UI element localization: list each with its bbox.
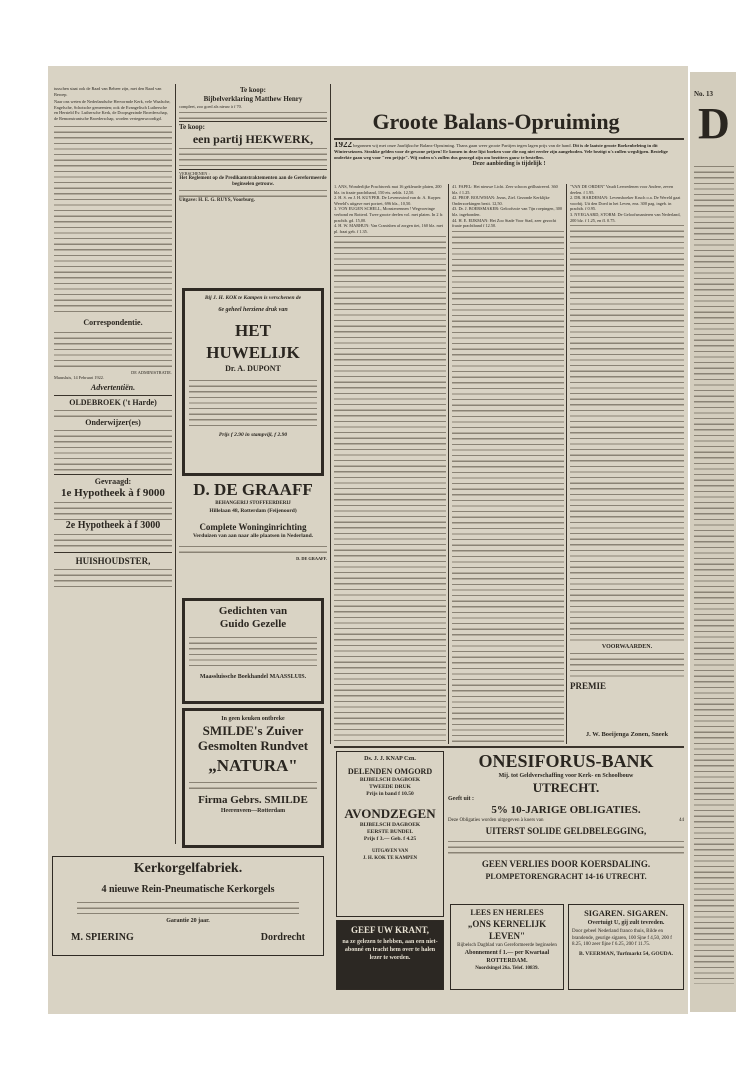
book-item: 42. PROF. BOUWMAN: Jezus, Ziel. Gezonde Kerklijke Onderzoekingen bezit. 12,50. — [452, 195, 550, 206]
henry-sub: compleet, zoo goed als nieuw à f 70. — [179, 104, 242, 109]
behangerij-line: BEHANGERIJ STOFFEERDERIJ — [215, 501, 291, 506]
obligaties-title: 5% 10-JARIGE OBLIGATIES. — [491, 804, 641, 816]
gesmolten-title: Gesmolten Rundvet — [197, 738, 309, 753]
kerkorgel-guarantee: Garantie 20 jaar. — [166, 918, 210, 924]
reglement-body — [179, 188, 327, 198]
sigaren-ad — [568, 904, 684, 990]
krant-title: GEEF UW KRANT, — [350, 925, 430, 935]
herleefd-abonnement: Abonnement f 1.— per Kwartaal — [464, 950, 550, 956]
natura-title: „NATURA" — [208, 756, 298, 775]
avondzegen-title: AVONDZEGEN — [344, 806, 436, 821]
complete-title: Complete Woninginrichting — [199, 522, 307, 532]
newspaper-page — [48, 66, 688, 1014]
heerenveen-line: Heerenveen—Rotterdam — [220, 808, 286, 814]
delenden-title: DELENDEN OMGORD — [347, 767, 433, 776]
body-text — [54, 124, 172, 314]
book-item: 44. H. E. EIJKMAN: Het Zoo Stade Voor Stad, zeer gezocht fraaie prachtband f 12.50. — [452, 217, 557, 229]
reglement-title: Het Reglement op de Predikantstraktementen aan de Gereformeerde — [179, 176, 327, 182]
sigaren-sign: B. VEERMAN, Turfmarkt 54, GOUDA. — [578, 950, 673, 957]
gezelle-line-2: Guido Gezelle — [219, 618, 287, 630]
oldebroek-title: OLDEBROEK ('t Harde) — [69, 397, 157, 407]
knap-header: Ds. J. J. KNAP Czn. — [364, 756, 416, 762]
book-item: 4. H. W. MARHUN: Van Cranisben af zorgen tiet, 160 blz. met pl. fraai geb. f 1.35. — [334, 223, 443, 234]
page-number: No. 13 — [694, 90, 714, 98]
uitgave-text: Uitgave: H. E. G. RUYS, Voorburg. — [179, 198, 255, 204]
knap-prijs-2: Prijs f 3.— Geb. f 4.25 — [363, 836, 417, 842]
hypotheek-1-body — [54, 500, 172, 520]
correspondentie-title: Correspondentie. — [83, 317, 143, 327]
koers-value: 44 — [679, 818, 684, 823]
verlies-title: GEEN VERLIES DOOR KOERSDALING. — [481, 859, 651, 869]
herleefd-city: ROTTERDAM. — [486, 958, 528, 964]
koersen-text: Deze Obligaties worden uitgegeven à koers van — [448, 818, 544, 823]
books-column-1 — [334, 184, 446, 744]
gezelle-line-1: Gedichten van — [218, 605, 288, 617]
henry-body — [179, 110, 327, 120]
solide-title: UITERST SOLIDE GELDBELEGGING, — [485, 826, 647, 836]
book-list-more — [452, 229, 564, 744]
adjacent-text — [694, 164, 734, 984]
bank-title: ONESIFORUS-BANK — [478, 751, 654, 771]
kerkorgel-body — [77, 900, 299, 914]
geheel-text: 6e geheel herziene druk van — [218, 307, 288, 313]
huwelijk-prijs: Prijs f 2.90 in stampvijl, f 2.90 — [218, 432, 288, 438]
masthead-letter: D — [698, 99, 730, 148]
adjacent-page — [690, 72, 736, 1012]
books-column-3 — [570, 184, 684, 744]
knap-ad — [336, 751, 444, 917]
tweede-line: TWEEDE DRUK — [369, 784, 411, 790]
uitgaven-line: UITGAVEN VAN — [371, 849, 409, 854]
book-item: 43. Dr. J. BOERSMAKER: Geloofswie van 7ijn roepingen, 300 blz. ingebonden. — [452, 206, 563, 217]
graaff-title: D. DE GRAAFF — [193, 480, 313, 499]
graaff-body — [179, 544, 327, 556]
book-item: 1. ANS, Wonderlijke Prachtwerk mat 16 gekleurde platen, 200 blz. in fraaie prachtband, 150 ets. zeldz. 12,50. — [334, 184, 442, 195]
herleefd-intro: LEES EN HERLEES — [470, 908, 544, 917]
herleefd-ad — [450, 904, 564, 990]
book-item: 2. H. S. en J. H. KUYPER. De Levenswind van dr. A. Kuyper. Wereld's uitgave met portret, 696 blz., 10,50. — [334, 195, 442, 206]
book-list-1 — [334, 184, 446, 234]
herleefd-title: „ONS KERNELIJK LEVEN" — [467, 919, 547, 941]
koersen-line — [448, 817, 684, 824]
graaff-sign: D. DE GRAAFF. — [296, 556, 327, 561]
book-item: 41. FAPEL: Het nieuwe Licht. Zeer schoon geïllustreerd. 360 blz. f 1.25. — [452, 184, 558, 195]
book-item: 3. VON EUGEN SCHELL, Monsterrennen ! Wegvoeringe verbond en Rotterd. Twee groote deelen vol. met platen. In 2 fr. prachtb. gd. 15,00. — [334, 206, 444, 223]
onderwijzer-body — [54, 428, 172, 472]
intro-text-main: begonnen wij met onze Jaarlijksche Balans-Opruiming. Thans gaan weer groote Partijen tegen lagen prijs van de hand. — [353, 143, 572, 148]
hekwerk-body — [179, 146, 327, 168]
smilde-title: SMILDE's Zuiver — [202, 723, 304, 738]
hypotheek-2: 2e Hypotheek à f 3000 — [65, 519, 161, 531]
intro-block — [334, 142, 684, 182]
bank-ad — [448, 751, 684, 899]
krant-body: na ze gelezen te hebben, aan een niet-abonné en tracht hem over te halen lezer te worden. — [342, 939, 438, 961]
auteur-name: Dr. A. DUPONT — [225, 364, 281, 373]
huwelijk-ad — [182, 288, 324, 476]
sigaren-title: SIGAREN. SIGAREN. — [584, 908, 668, 918]
gevraagd-title: Gevraagd: — [94, 476, 132, 486]
spiering-name: M. SPIERING — [71, 932, 134, 943]
verduisteren-text: Verduizen van aan naar alle plaatsen in Nederland. — [192, 533, 314, 539]
gezelle-ad — [182, 598, 324, 704]
intro-text: tusschen staat ook de Raad van Beheer zijn, met den Raad van Beroep. — [54, 86, 162, 97]
huishoudster-title: HUISHOUDSTER, — [75, 555, 151, 566]
bank-sub: Mij. tot Geldverschaffing voor Kerk- en Schoolbouw — [498, 773, 634, 779]
bijbelsch-line: BIJBELSCH DAGBOEK — [359, 777, 421, 783]
bijbelsch-line-2: BIJBELSCH DAGBOEK — [359, 822, 421, 828]
main-headline: Groote Balans-Opruiming — [372, 109, 620, 134]
hypotheek-1: 1e Hypotheek à f 9000 — [61, 486, 165, 499]
dordrecht-city: Dordrecht — [260, 932, 305, 943]
date-line: Maassluis, 14 Februari 1922. — [54, 375, 105, 381]
smilde-intro: In geen keuken ontbreke — [221, 716, 285, 722]
eerste-line: EERSTE BUNDEL — [366, 829, 413, 835]
book-list-more — [570, 223, 684, 643]
maasluis-line: Maassluissche Boekhandel MAASSLUIS. — [199, 674, 307, 680]
te-koop-title-2: Te koop: — [179, 122, 206, 131]
kerkorgel-ad — [52, 856, 324, 956]
gezelle-body — [189, 635, 317, 669]
book-item: 2. DR. HARDEMAN: Levensboeker Kruch o.a. De Wereld gaat voorbij. Uit den Doed in het Leven, enz. 300 pag. ingeb. in prachtb. f 0.95. — [570, 195, 681, 212]
books-column-2 — [452, 184, 564, 744]
kok-header: Bij J. H. KOK te Kampen is verschenen de — [204, 295, 302, 301]
huwelijk-body — [189, 378, 317, 428]
graaff-adres: Hillelaan 48, Rotterdam (Feijenoord) — [209, 508, 297, 514]
krant-ad — [336, 920, 444, 990]
knap-prijs-1: Prijs in band f 10.50 — [366, 791, 414, 797]
herleefd-sub: Bijbelsch Dagblad van Gereformeerde beginselen — [457, 943, 557, 948]
plompetoren-line: PLOMPETORENGRACHT 14-16 UTRECHT. — [485, 872, 647, 881]
huwelijk-title: HET HUWELIJK — [206, 321, 300, 362]
book-item: "VAN DE ORDEN" Vaudt Leerredenen voor Andere, zeven deelen. f 1.95. — [570, 184, 674, 195]
kok-line: J. H. KOK TE KAMPEN — [362, 856, 418, 861]
book-list-more — [334, 234, 446, 744]
correspondentie-body — [54, 330, 172, 370]
advertentien-title: Advertentiën. — [90, 382, 136, 392]
bank-body — [448, 839, 684, 857]
oldebroek-body — [54, 408, 172, 418]
henry-title: Bijbelverklaring Matthew Henry — [203, 95, 303, 103]
bold-text: Dit is de laatste groote Boekenbeleing in dit Winterseizoen. Strakke gelden voor de gewone prijzen! Er komen in deze lijst boeken voor die nog niet eerder zijn aangeboden. Vele bezitgt u's zullen wegslijpen. Bestelige onderkte gaan weg voor "een prijsje". Wij raden u's zullen dus gezorgd zijn om bezitters gauw te bestellen. — [334, 143, 668, 160]
huishoudster-body — [54, 567, 172, 589]
kerkorgel-sub: 4 nieuwe Rein-Pneumatische Kerkorgels — [101, 884, 275, 895]
voorwaarden-title: VOORWAARDEN. — [601, 644, 653, 651]
te-koop-title: Te koop: — [239, 86, 266, 94]
smilde-body — [189, 780, 317, 790]
hypotheek-2-body — [54, 532, 172, 550]
verschenen-label: VERSCHENEN : — [179, 170, 210, 176]
aanbieding-label: Deze aanbieding is tijdelijk ! — [472, 161, 546, 168]
voorwaarden-body — [570, 651, 684, 681]
kerkorgel-title: Kerkorgelfabriek. — [133, 861, 243, 876]
premie-label: PREMIE — [570, 681, 606, 692]
paragraph: Naar ons weten de Nederlandsche Hervormde Kerk, vele Waalsche, Engelsche, Schotsche gemeenten; ook de Evangelisch Luthersche en Hersteld Ev. Luthersche Kerk, de Doopsgezinde Broederschap, de Remonstrantsche Broederschap, worden vertegenwoordigd. — [54, 99, 171, 121]
beijenga-sign: J. W. Boeijenga Zonen, Sneek — [585, 731, 669, 738]
smilde-ad — [182, 708, 324, 848]
geeft-label: Geeft uit : — [448, 796, 474, 802]
onderwijzer-title: Onderwijzer(es) — [85, 417, 141, 427]
sigaren-sub: Overtuigt U, gij zult tevreden. — [587, 920, 665, 926]
herleefd-adres: Noordsingel 26a. Telef. 10839. — [475, 966, 539, 971]
sigaren-body: Door gebeel Nederland franco thuis, Bilde en brandende, geurige sigaren, 100 Sjne f 4,50, 200 f 8.25, 100 zeer fijne f 6.25, 200 f 11.75. — [572, 929, 672, 948]
beginselen-text: beginselen getrouw. — [232, 182, 274, 188]
bank-city: UTRECHT. — [532, 780, 600, 795]
year-label: 1922 — [334, 142, 352, 149]
administratie-label: DE ADMINISTRATIE. — [131, 369, 172, 375]
firma-title: Firma Gebrs. SMILDE — [198, 794, 308, 806]
hekwerk-title: een partij HEKWERK, — [192, 131, 314, 146]
book-item: 3. NYEGAARD, STORM: De Geloofsmanieren van Nederland, 200 blz. f 1.25, en fl. 0.75. — [570, 211, 681, 223]
